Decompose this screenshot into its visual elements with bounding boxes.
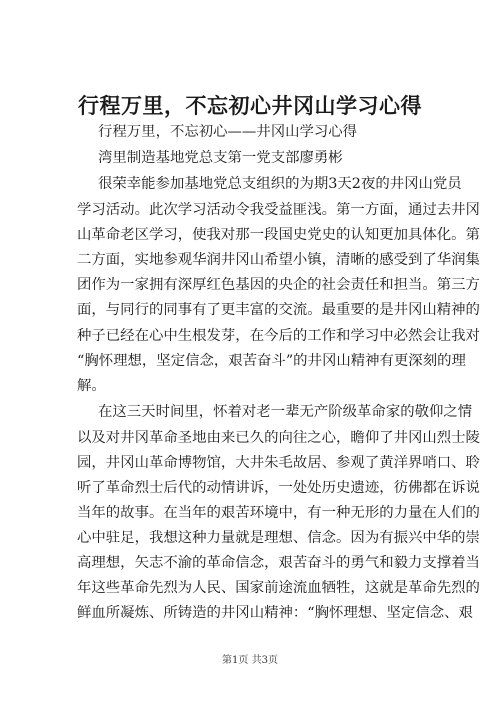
body-line: 面，与同行的同事有了更丰富的交流。最重要的是井冈山精神的 [77,302,480,318]
body-line: 当年的故事。在当年的艰苦环境中，有一种无形的力量在人们的 [77,505,480,521]
document-title: 行程万里，不忘初心井冈山学习心得 [78,93,422,118]
body-line: 解。 [77,378,106,394]
body-line: 园，井冈山革命博物馆，大井朱毛故居、参观了黄洋界哨口、聆 [77,455,480,471]
body-line: 二方面，实地参观华润井冈山希望小镇，清晰的感受到了华润集 [77,252,480,268]
body-line: 团作为一家拥有深厚红色基因的央企的社会责任和担当。第三方 [77,277,480,293]
body-line: 年这些革命先烈为人民、国家前途流血牺牲，这就是革命先烈的 [77,580,480,596]
body-line: 种子已经在心中生根发芽，在今后的工作和学习中必然会让我对 [77,328,480,344]
document-subtitle: 行程万里，不忘初心——井冈山学习心得 [98,124,358,140]
body-line: 山革命老区学习，使我对那一段国史党史的认知更加具体化。第 [77,227,480,243]
body-line: 心中驻足，我想这种力量就是理想、信念。因为有振兴中华的崇 [77,530,480,546]
body-line: 高理想，矢志不渝的革命信念，艰苦奋斗的勇气和毅力支撑着当 [77,555,480,571]
body-line: 听了革命烈士后代的动情讲诉，一处处历史遗迹，彷佛都在诉说 [77,480,480,496]
body-line: 以及对井冈革命圣地由来已久的向往之心，瞻仰了井冈山烈士陵 [77,430,480,446]
body-line: “胸怀理想，坚定信念，艰苦奋斗”的井冈山精神有更深刻的理 [77,353,466,369]
body-line: 在这三天时间里，怀着对老一辈无产阶级革命家的敬仰之情 [98,404,473,420]
body-line: 学习活动。此次学习活动令我受益匪浅。第一方面，通过去井冈 [77,202,480,218]
document-author: 湾里制造基地党总支第一党支部廖勇彬 [98,150,343,166]
body-line: 很荣幸能参加基地党总支组织的为期3天2夜的井冈山党员 [98,176,462,192]
body-line: 鲜血所凝炼、所铸造的井冈山精神：“胸怀理想、坚定信念、艰 [77,605,473,621]
page-footer: 第1页 共3页 [222,655,278,666]
